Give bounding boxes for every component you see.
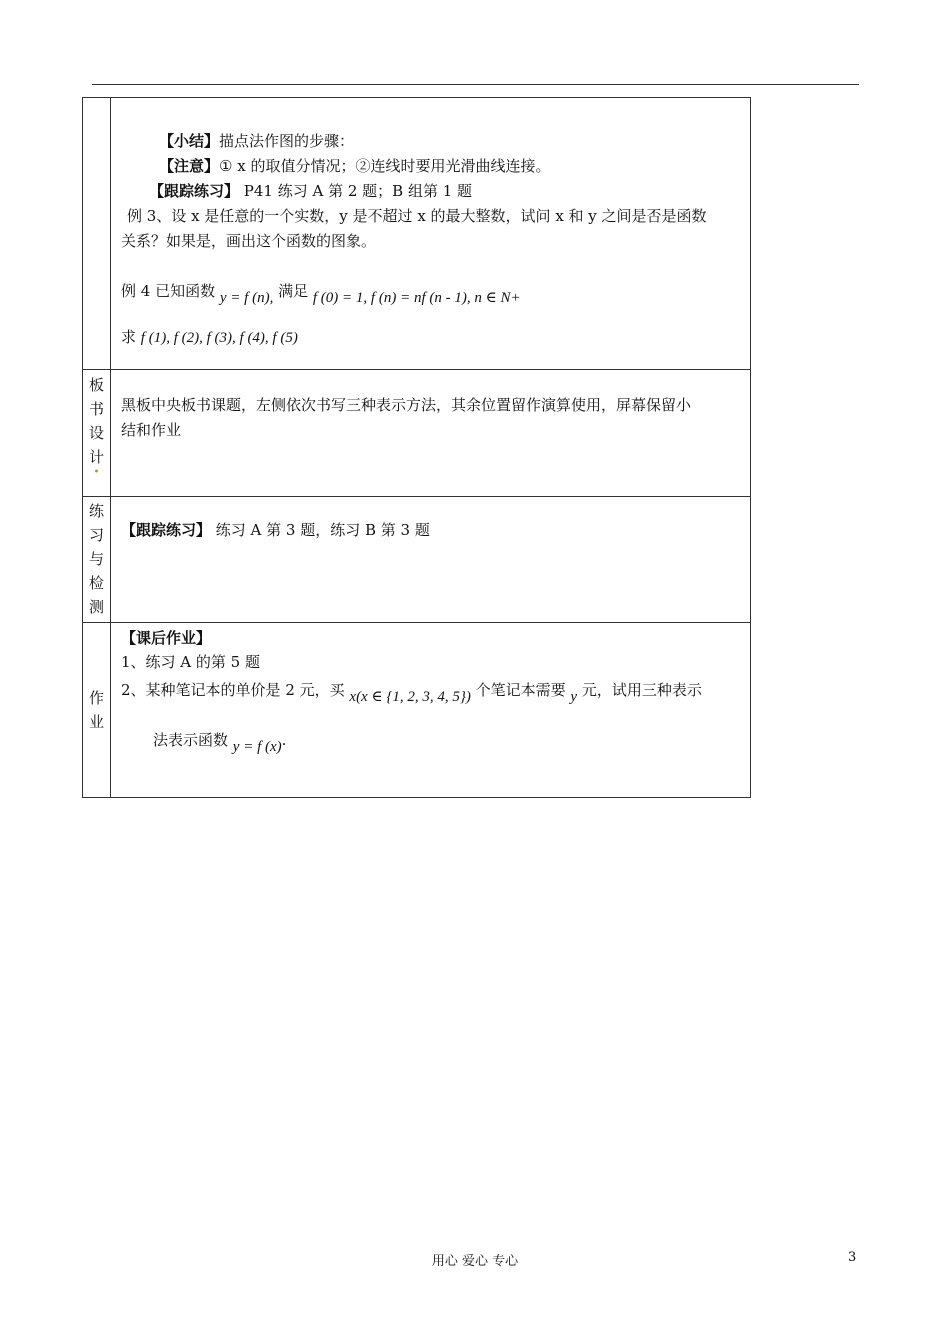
summary-text: 描点法作图的步骤： xyxy=(219,132,355,150)
homework-item2-end: . xyxy=(281,731,287,749)
example4-line xyxy=(121,280,521,306)
board-design-line2: 结和作业 xyxy=(121,421,182,439)
practice-line xyxy=(121,519,430,540)
marker-dot-icon: • xyxy=(93,467,100,478)
homework-item1: 1、练习 A 的第 5 题 xyxy=(121,653,260,671)
practice-label: 【跟踪练习】 xyxy=(149,182,240,200)
summary-cell xyxy=(111,98,751,370)
practice-line xyxy=(149,180,472,201)
row-label-empty xyxy=(83,98,111,370)
page-footer: 用心 爱心 专心 xyxy=(431,1254,519,1269)
example4-function: y = f (n), xyxy=(219,290,274,306)
summary-line xyxy=(159,130,354,151)
note-text: ① x 的取值分情况；②连线时要用光滑曲线连接。 xyxy=(219,157,551,175)
practice-text: P41 练习 A 第 2 题；B 组第 1 题 xyxy=(239,182,473,200)
example4-request-values: f (1), f (2), f (3), f (4), f (5) xyxy=(140,330,298,346)
practice-label: 【跟踪练习】 xyxy=(121,521,212,539)
board-design-line1: 黑板中央板书课题，左侧依次书写三种表示方法，其余位置留作演算使用，屏幕保留小 xyxy=(121,396,692,414)
note-label: 【注意】 xyxy=(159,157,220,175)
row-board-design xyxy=(83,370,751,497)
homework-item2-line2-text: 法表示函数 xyxy=(153,731,229,749)
example3-line1: 例 3、设 x 是任意的一个实数，y 是不超过 x 的最大整数，试问 x 和 y 之间是否是函数 xyxy=(127,207,707,225)
practice-cell xyxy=(111,497,751,623)
homework-item2-set: x(x ∈ {1, 2, 3, 4, 5}) xyxy=(349,689,471,705)
practice-test-label: 练 习 与 检 测 xyxy=(83,497,111,623)
homework-item2 xyxy=(121,679,702,705)
homework-item2-prefix: 2、某种笔记本的单价是 2 元，买 xyxy=(121,681,345,699)
homework-item2-function: y = f (x) xyxy=(232,739,282,755)
summary-label: 【小结】 xyxy=(159,132,220,150)
example3-line2: 关系？如果是，画出这个函数的图象。 xyxy=(121,232,377,250)
homework-item2-suffix: 元，试用三种表示 xyxy=(581,681,702,699)
row-practice xyxy=(83,497,751,623)
homework-label: 作 业 xyxy=(83,623,111,798)
practice-text: 练习 A 第 3 题，练习 B 第 3 题 xyxy=(211,521,430,539)
page-number: 3 xyxy=(848,1250,857,1265)
homework-item2-y: y xyxy=(570,689,578,705)
board-design-label: 板 书 设 计 • xyxy=(83,370,111,497)
example4-request-label: 求 xyxy=(121,328,137,346)
homework-title: 【课后作业】 xyxy=(121,629,212,647)
homework-item2-line2 xyxy=(153,729,287,755)
example4-condition-label: 满足 xyxy=(278,282,309,300)
example4-request xyxy=(121,326,298,347)
row-summary xyxy=(83,98,751,370)
homework-item2-mid: 个笔记本需要 xyxy=(475,681,566,699)
example4-prefix: 例 4 已知函数 xyxy=(121,282,216,300)
board-design-cell xyxy=(111,370,751,497)
homework-cell xyxy=(111,623,751,798)
lesson-table xyxy=(82,97,751,798)
header-rule xyxy=(92,84,859,85)
row-homework xyxy=(83,623,751,798)
note-line xyxy=(159,155,550,176)
example4-condition: f (0) = 1, f (n) = nf (n - 1), n ∈ N+ xyxy=(312,290,521,306)
